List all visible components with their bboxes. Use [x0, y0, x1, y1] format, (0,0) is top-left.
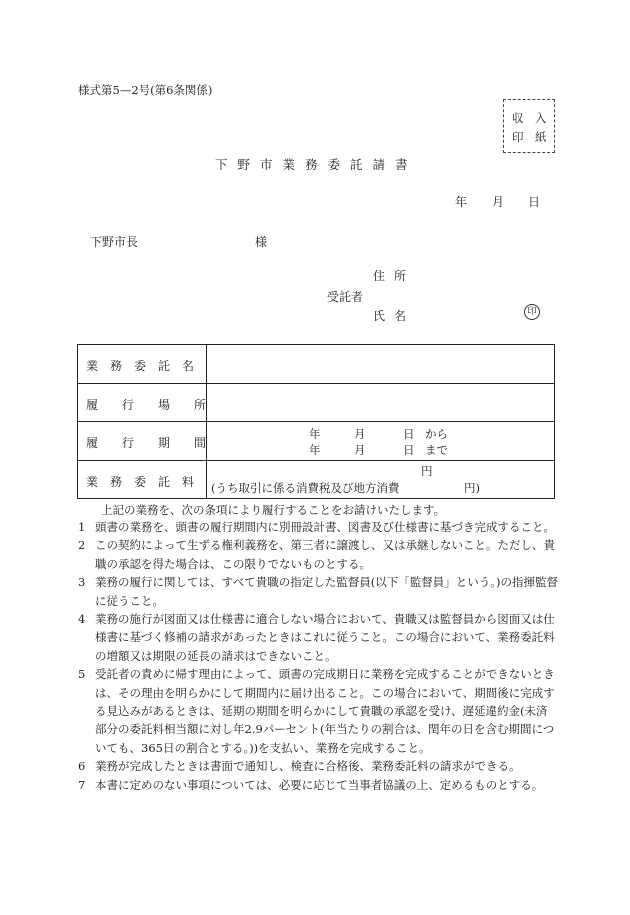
row-label-work-name: 業 務 委 託 名: [86, 359, 195, 373]
column-divider: [206, 345, 207, 498]
period-end-month: 月: [354, 443, 366, 457]
address-label: 住所: [373, 269, 416, 283]
seal-mark: 印: [524, 304, 540, 320]
fee-tax-note: (うち取引に係る消費税及び地方消費: [211, 481, 400, 495]
contract-details-table: [77, 344, 555, 499]
clause-item: [78, 776, 558, 794]
row-label-period: 履 行 期 間: [86, 436, 207, 450]
clause-item: [78, 665, 558, 757]
clause-item: [78, 757, 558, 775]
row-label-place: 履 行 場 所: [86, 398, 207, 412]
row-label-fee: 業 務 委 託 料: [86, 475, 195, 489]
period-end-suffix: まで: [425, 443, 448, 457]
period-start-year: 年: [309, 427, 321, 441]
honorific: 様: [255, 235, 268, 249]
clause-text: 業務が完成したときは書面で通知し、検査に合格後、業務委託料の請求ができる。: [95, 759, 521, 774]
table-row: [78, 384, 554, 422]
clause-text: 受託者の責めに帰す理由によって、頭書の完成期日に業務を完成することができないときは、その理由を明らかにして期間内に届け出ること。この場合において、期間後に完成する見込みがあるときは、延期の期間を明らかにして貴職の承認を受け、遅延違約金(未済部分の委託料相当額に対し年2.9パーセント(年当たりの割合は、閏年の日を含む期間についても、365日の割合とする。))を支払い、業務を完成すること。: [95, 667, 555, 755]
clause-text: 頭書の業務を、頭書の履行期間内に別冊設計書、図書及び仕様書に基づき完成すること。: [95, 520, 555, 534]
stamp-char: 入: [535, 111, 547, 125]
period-start-suffix: から: [425, 427, 448, 441]
form-number: 様式第5—2号(第6条関係): [78, 83, 213, 97]
document-title: 下野市業務委託請書: [215, 157, 418, 172]
preamble: 上記の業務を、次の条項により履行することをお請けいたします。: [101, 503, 446, 517]
stamp-char: 印: [512, 130, 524, 144]
clause-text: 業務の履行に関しては、すべて貴職の指定した監督員(以下「監督員」という。)の指揮監督に従うこと。: [95, 575, 558, 608]
fee-yen: 円: [421, 464, 433, 478]
clause-number: 2: [78, 538, 86, 553]
period-end-day: 日: [403, 443, 415, 457]
clause-number: 4: [78, 612, 86, 627]
table-row: [78, 345, 554, 384]
stamp-char: 紙: [535, 130, 547, 144]
clause-number: 6: [78, 759, 86, 774]
clause-text: 本書に定めのない事項については、必要に応じて当事者協議の上、定めるものとする。: [95, 777, 544, 792]
period-end-year: 年: [309, 443, 321, 457]
clause-number: 3: [78, 575, 86, 590]
table-row: [78, 422, 554, 461]
clause-item: [78, 536, 558, 573]
name-label: 氏名: [373, 309, 416, 323]
fee-tax-yen: 円): [464, 481, 480, 495]
clause-text: この契約によって生ずる権利義務を、第三者に譲渡し、又は承継しないこと。ただし、貴職の承認を得た場合は、この限りでないものとする。: [95, 538, 555, 571]
clause-item: [78, 573, 558, 610]
contractor-label: 受託者: [327, 290, 364, 304]
stamp-char: 収: [512, 111, 524, 125]
clause-number: 1: [78, 520, 86, 534]
clause-list: [78, 518, 558, 794]
clause-number: 7: [78, 777, 86, 792]
clause-item: [78, 610, 558, 665]
addressee: 下野市長: [90, 235, 139, 249]
clause-text: 業務の施行が図面又は仕様書に適合しない場合において、貴職又は監督員から図面又は仕様書に基づく修補の請求があったときはこれに従うこと。この場合において、業務委託料の増額又は期限の延長の請求はできないこと。: [95, 612, 555, 663]
period-start-day: 日: [403, 427, 415, 441]
date-month: 月: [492, 195, 505, 209]
period-start-month: 月: [354, 427, 366, 441]
date-day: 日: [528, 195, 541, 209]
revenue-stamp-box: [503, 99, 555, 153]
clause-item: [78, 518, 558, 536]
table-row: [78, 461, 554, 498]
date-year: 年: [455, 195, 468, 209]
clause-number: 5: [78, 667, 86, 682]
